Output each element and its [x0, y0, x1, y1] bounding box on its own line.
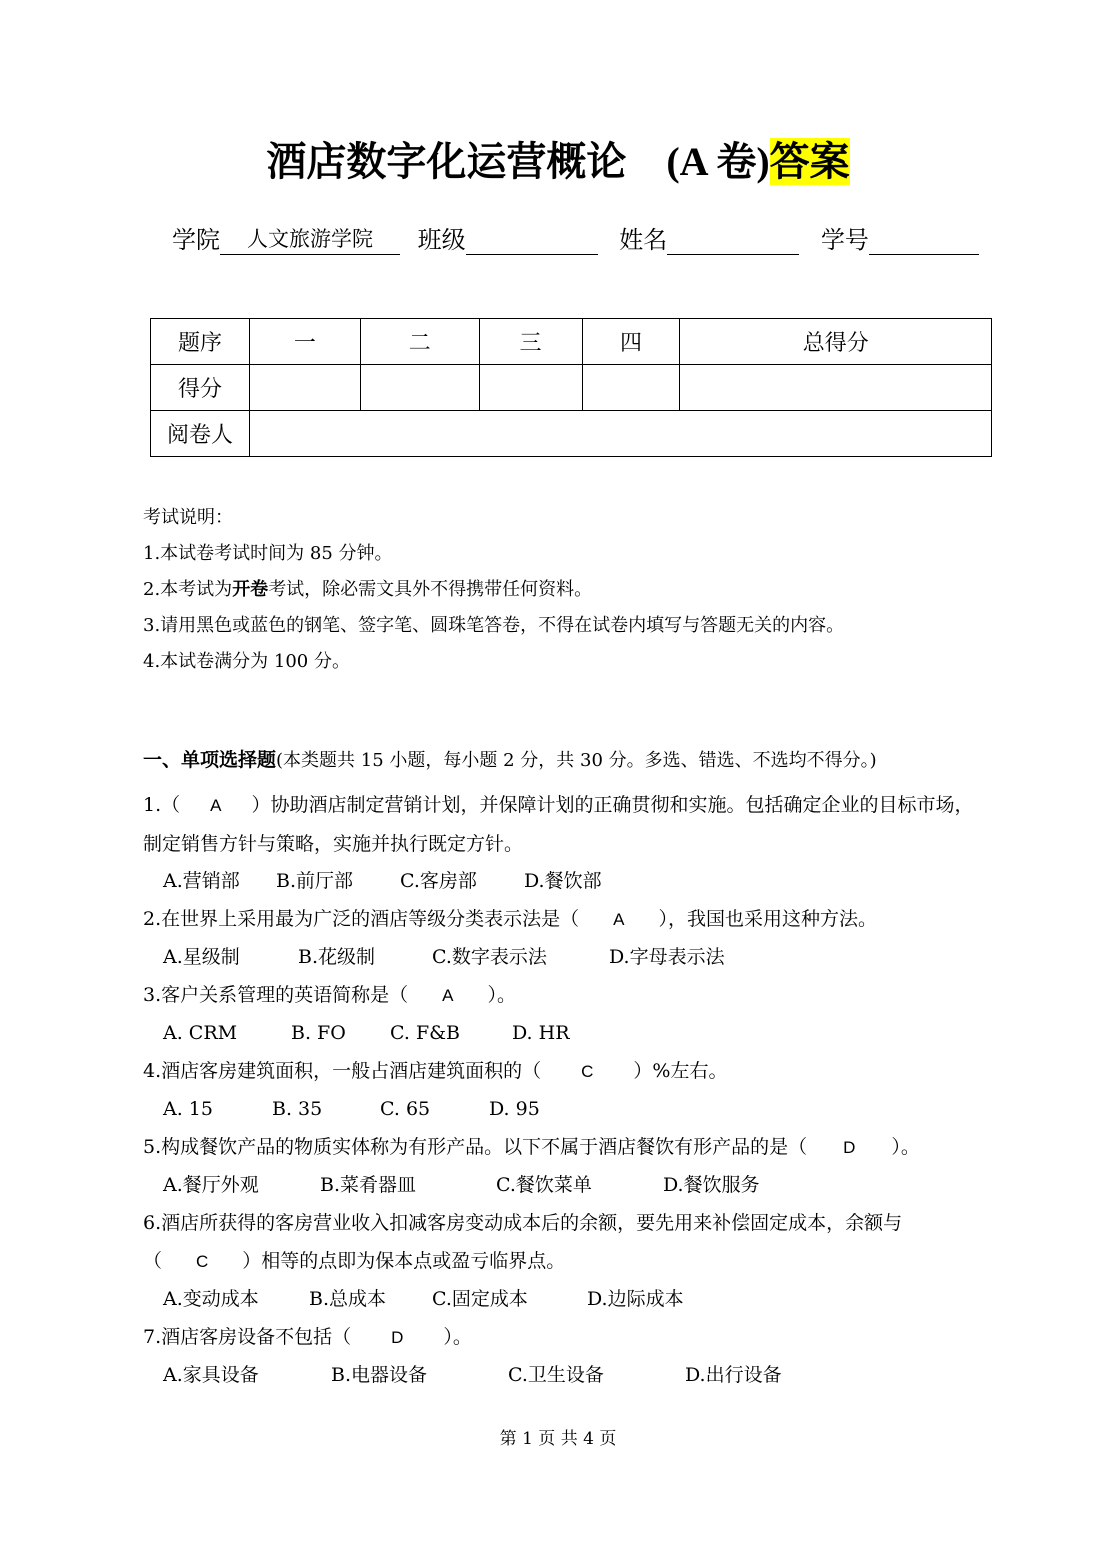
score-table [150, 318, 992, 457]
answer-blank[interactable]: C [196, 1252, 209, 1271]
option-d[interactable]: D. HR [512, 1022, 570, 1044]
option-a[interactable]: A.变动成本 [163, 1288, 259, 1310]
college-label: 学院 [172, 226, 220, 254]
option-d[interactable]: D.边际成本 [587, 1288, 684, 1310]
table-header-cell: 四 [582, 319, 680, 365]
page-footer: 第 1 页 共 4 页 [499, 1429, 617, 1449]
question-text: ）协助酒店制定营销计划，并保障计划的正确贯彻和实施。包括确定企业的目标市场，制定销售方针与策略，实施并执行既定方针。 [143, 794, 974, 855]
question-text: 5.构成餐饮产品的物质实体称为有形产品。以下不属于酒店餐饮有形产品的是（ [143, 1136, 808, 1158]
table-header-cell: 二 [360, 319, 479, 365]
question-text: ）%左右。 [633, 1060, 728, 1082]
section-title: 一、单项选择题 [143, 749, 277, 771]
question-4 [143, 1052, 983, 1091]
grader-cell[interactable] [249, 411, 991, 457]
question-text: ）。 [891, 1136, 920, 1158]
note-item: 3.请用黑色或蓝色的钢笔、签字笔、圆珠笔答卷，不得在试卷内填写与答题无关的内容。 [143, 615, 845, 636]
question-text: 1.（ [143, 794, 181, 816]
option-a[interactable]: A.家具设备 [163, 1364, 259, 1386]
name-label: 姓名 [619, 226, 668, 254]
question-text: 7.酒店客房设备不包括（ [143, 1326, 352, 1348]
class-field[interactable] [466, 224, 598, 255]
table-header-cell: 一 [249, 319, 360, 365]
student-id-field[interactable] [869, 224, 979, 255]
note-text: 考试，除必需文具外不得携带任何资料。 [268, 579, 593, 600]
score-cell[interactable] [249, 365, 360, 411]
option-b[interactable]: B.电器设备 [331, 1364, 428, 1386]
question-5 [143, 1128, 983, 1167]
answer-blank[interactable]: A [442, 986, 454, 1005]
note-text: 2.本考试为 [143, 579, 233, 600]
option-c[interactable]: C.客房部 [400, 870, 477, 892]
note-emphasis: 开卷 [232, 579, 269, 600]
question-text: 3.客户关系管理的英语简称是（ [143, 984, 409, 1006]
page-title [0, 130, 1116, 187]
question-6-options [163, 1280, 684, 1318]
question-2 [143, 900, 983, 939]
score-row-label: 得分 [151, 365, 250, 411]
option-c[interactable]: C. 65 [380, 1098, 431, 1120]
score-cell[interactable] [479, 365, 582, 411]
note-item [143, 572, 844, 608]
answer-blank[interactable]: C [581, 1062, 594, 1081]
option-d[interactable]: D. 95 [489, 1098, 540, 1120]
question-text: ）相等的点即为保本点或盈亏临界点。 [242, 1250, 566, 1272]
title-main: 酒店数字化运营概论 [266, 138, 627, 185]
question-text: ）。 [443, 1326, 472, 1348]
question-text: 6.酒店所获得的客房营业收入扣减客房变动成本后的余额，要先用来补偿固定成本，余额与（ [143, 1212, 903, 1272]
question-text: ），我国也采用这种方法。 [658, 908, 877, 930]
score-cell[interactable] [582, 365, 680, 411]
option-d[interactable]: D.出行设备 [685, 1364, 782, 1386]
question-6 [143, 1204, 983, 1281]
question-4-options [163, 1090, 540, 1128]
option-b[interactable]: B.总成本 [309, 1288, 387, 1310]
grader-row-label: 阅卷人 [151, 411, 250, 457]
option-c[interactable]: C. F&B [390, 1022, 460, 1044]
student-id-label: 学号 [820, 226, 869, 254]
question-2-options [163, 938, 725, 976]
question-text: 2.在世界上采用最为广泛的酒店等级分类表示法是（ [143, 908, 580, 930]
note-item: 1.本试卷考试时间为 85 分钟。 [143, 543, 393, 564]
option-b[interactable]: B.花级制 [298, 946, 376, 968]
college-field[interactable]: 人文旅游学院 [220, 224, 400, 255]
question-text: ）。 [487, 984, 516, 1006]
section-heading [143, 745, 877, 772]
option-b[interactable]: B.菜肴器皿 [320, 1174, 417, 1196]
option-d[interactable]: D.字母表示法 [609, 946, 725, 968]
answer-blank[interactable]: A [210, 796, 222, 815]
table-row [151, 411, 992, 457]
notes-heading: 考试说明： [143, 507, 233, 528]
question-3-options [163, 1014, 570, 1052]
title-paper: (A 卷) [666, 139, 770, 184]
table-row [151, 319, 992, 365]
note-item: 4.本试卷满分为 100 分。 [143, 651, 350, 672]
option-a[interactable]: A.餐厅外观 [163, 1174, 259, 1196]
option-a[interactable]: A. 15 [163, 1098, 213, 1120]
option-a[interactable]: A.营销部 [163, 870, 240, 892]
question-7 [143, 1318, 983, 1357]
table-header-cell: 总得分 [680, 319, 992, 365]
title-answer-highlight: 答案 [769, 138, 850, 185]
name-field[interactable] [667, 224, 799, 255]
option-a[interactable]: A.星级制 [163, 946, 240, 968]
option-b[interactable]: B. 35 [272, 1098, 323, 1120]
option-c[interactable]: C.固定成本 [432, 1288, 528, 1310]
question-1-options [163, 862, 602, 900]
answer-blank[interactable]: A [613, 910, 625, 929]
answer-blank[interactable]: D [391, 1328, 404, 1347]
score-cell[interactable] [680, 365, 992, 411]
exam-notes [143, 500, 844, 680]
question-5-options [163, 1166, 760, 1204]
student-info [172, 224, 979, 255]
option-b[interactable]: B.前厅部 [276, 870, 354, 892]
question-7-options [163, 1356, 782, 1394]
score-cell[interactable] [360, 365, 479, 411]
option-c[interactable]: C.餐饮菜单 [496, 1174, 592, 1196]
section-description: (本类题共 15 小题，每小题 2 分，共 30 分。多选、错选、不选均不得分。) [276, 750, 877, 771]
option-d[interactable]: D.餐饮部 [524, 870, 602, 892]
question-3 [143, 976, 983, 1015]
answer-blank[interactable]: D [843, 1138, 856, 1157]
table-header-cell: 三 [479, 319, 582, 365]
question-1 [143, 786, 983, 863]
option-b[interactable]: B. FO [291, 1022, 346, 1044]
option-c[interactable]: C.卫生设备 [508, 1364, 604, 1386]
table-row [151, 365, 992, 411]
option-c[interactable]: C.数字表示法 [432, 946, 547, 968]
option-a[interactable]: A. CRM [163, 1022, 238, 1044]
option-d[interactable]: D.餐饮服务 [663, 1174, 760, 1196]
class-label: 班级 [417, 226, 466, 254]
table-header-cell: 题序 [151, 319, 250, 365]
question-text: 4.酒店客房建筑面积，一般占酒店建筑面积的（ [143, 1060, 542, 1082]
